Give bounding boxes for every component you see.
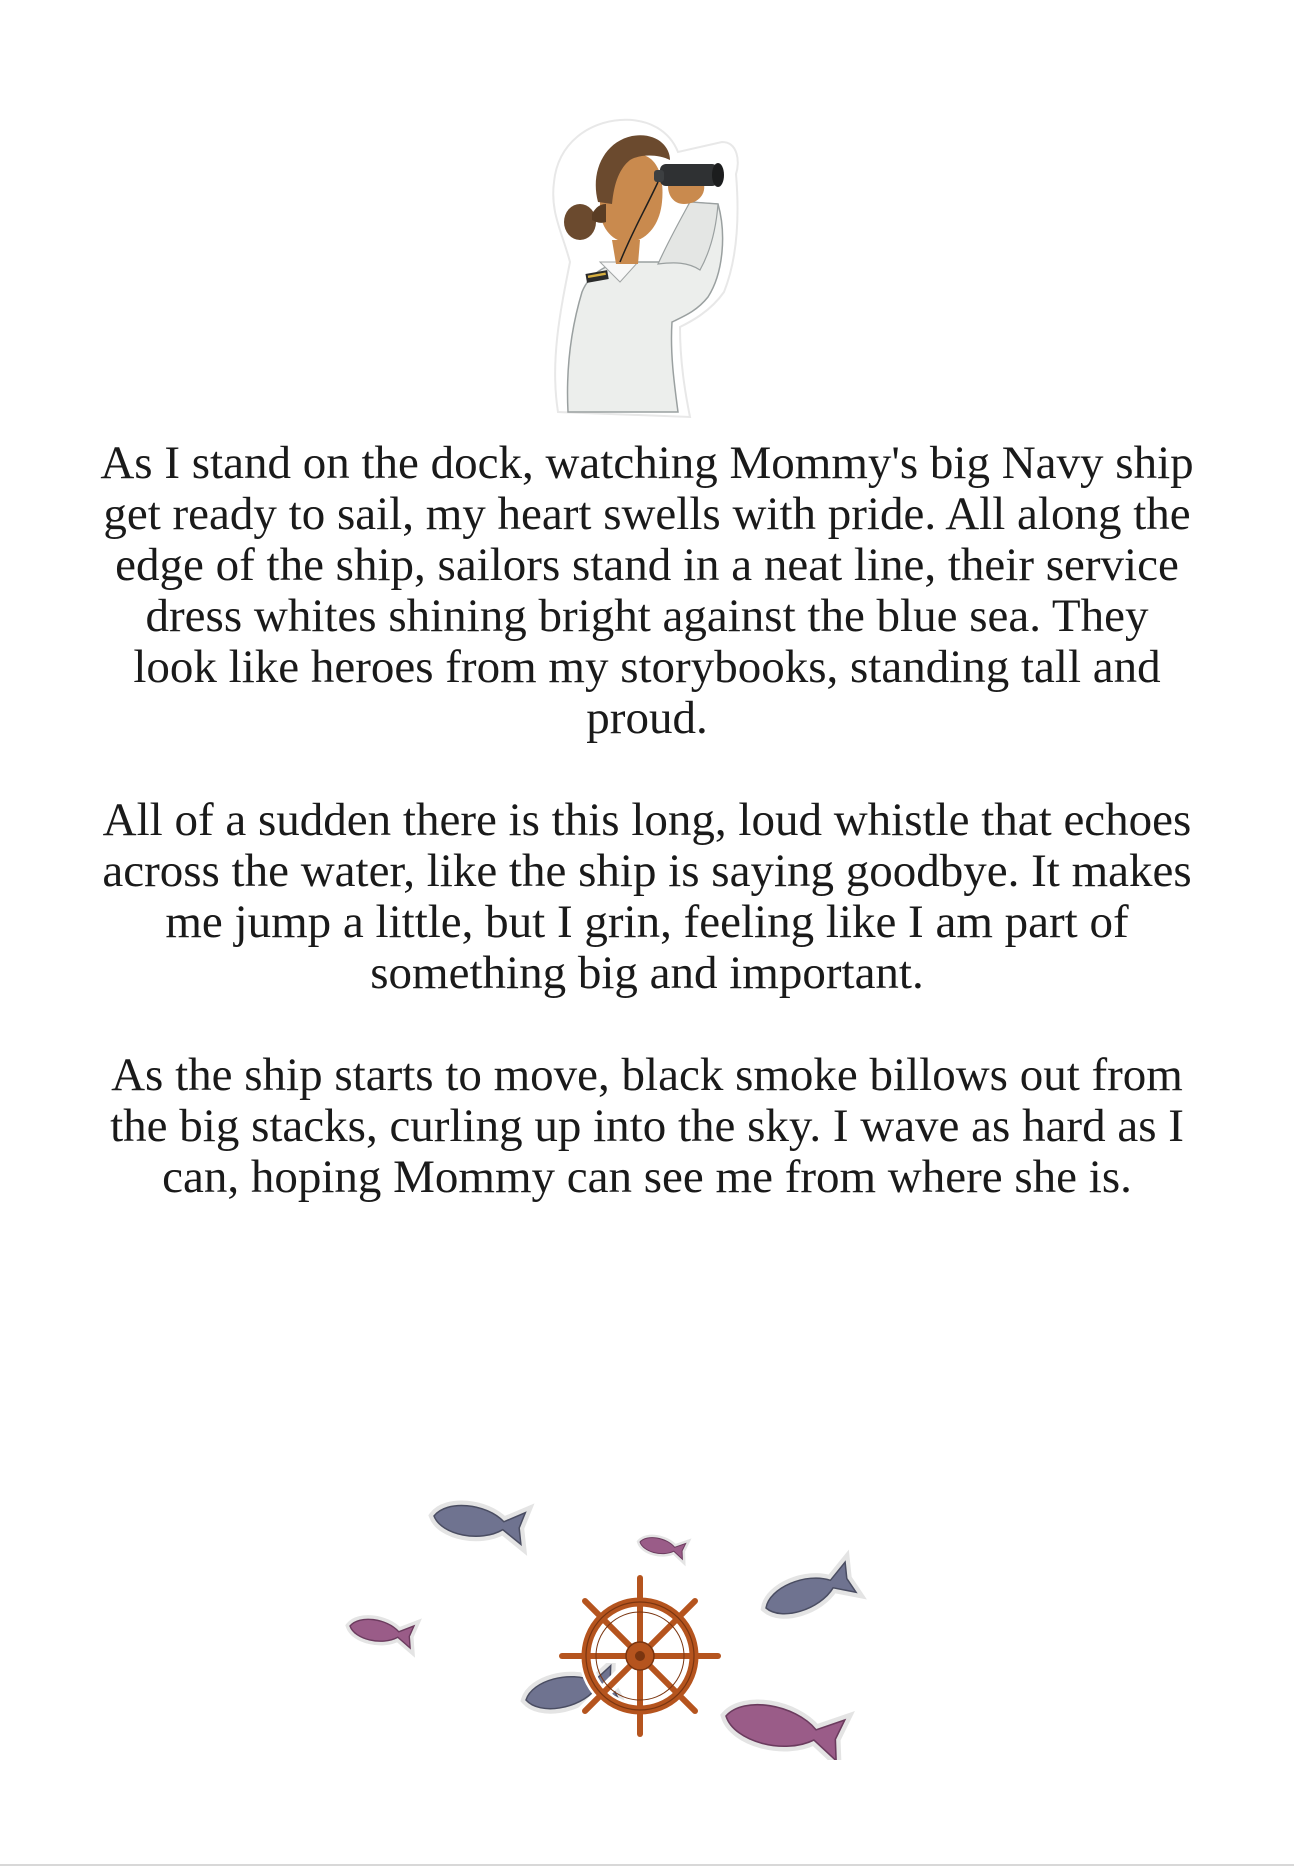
fish-blue-1 bbox=[432, 1500, 526, 1544]
story-paragraph-2: All of a sudden there is this long, loud whistle that echoes across the water, like the ship is saying goodbye. It makes me jump a little, but I grin, feeling like I am part of something big and important. bbox=[102, 794, 1192, 999]
fish-purple-small-1 bbox=[638, 1534, 685, 1559]
sailor-binoculars-illustration bbox=[540, 112, 740, 422]
ships-wheel-icon bbox=[562, 1578, 718, 1734]
fish-purple-small-2 bbox=[348, 1615, 414, 1648]
ships-wheel-fish-illustration bbox=[330, 1480, 950, 1760]
story-paragraph-1: As I stand on the dock, watching Mommy's big Navy ship get ready to sail, my heart swells with pride. All along the edge of the ship, sailors stand in a neat line, their service dress whites shining bright against the blue sea. They look like heroes from my storybooks, standing tall and proud. bbox=[100, 437, 1194, 744]
story-text bbox=[100, 438, 1194, 1254]
page-bottom-edge bbox=[0, 1864, 1294, 1866]
fish-blue-2 bbox=[761, 1562, 857, 1623]
story-paragraph-3: As the ship starts to move, black smoke billows out from the big stacks, curling up into the sky. I wave as hard as I can, hoping Mommy can see me from where she is. bbox=[110, 1049, 1184, 1203]
fish-purple-large bbox=[722, 1696, 845, 1760]
